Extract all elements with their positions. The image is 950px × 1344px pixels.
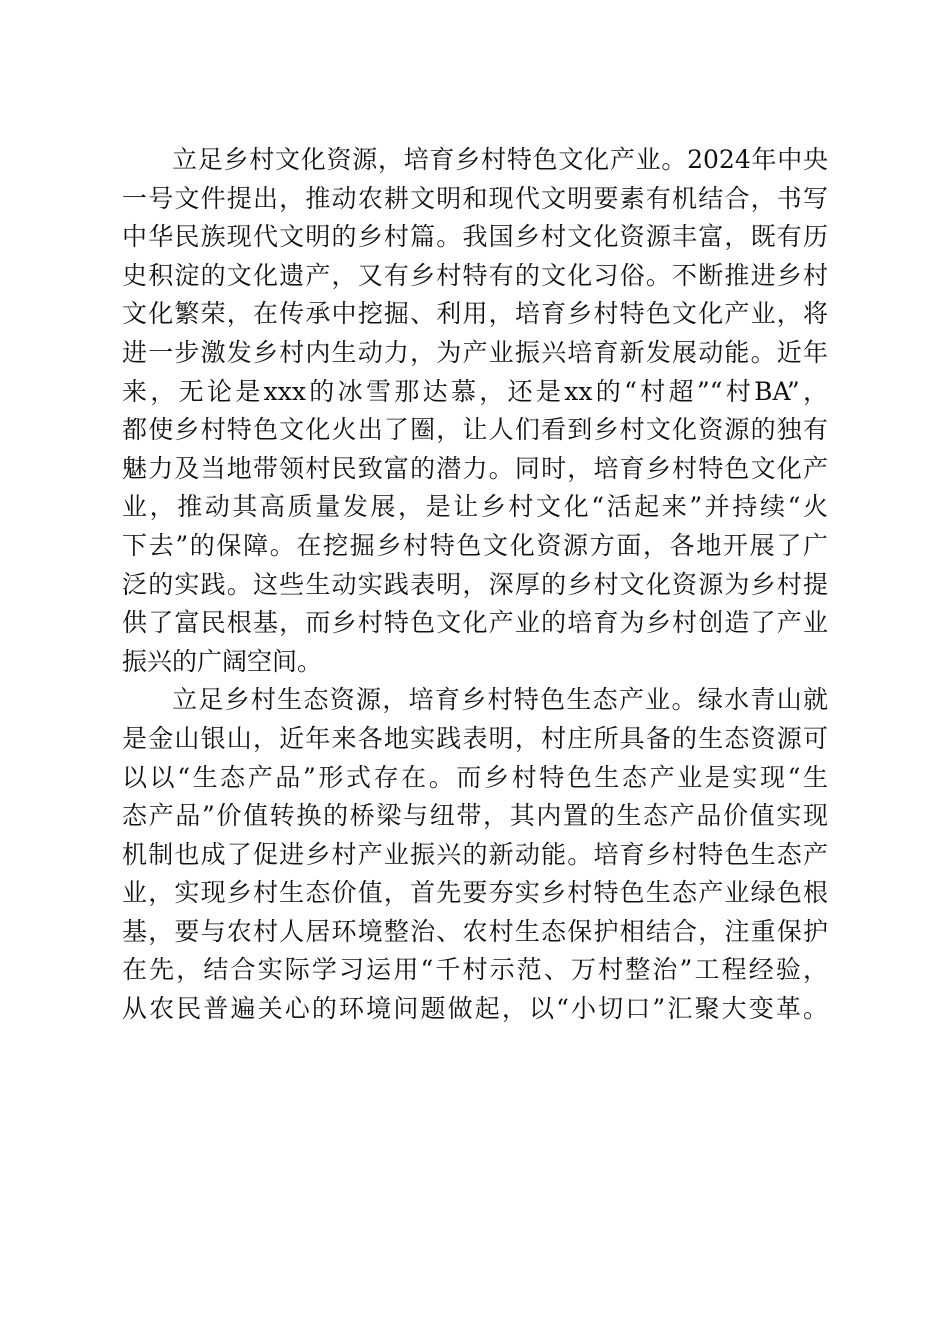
paragraph-line: 下去”的保障。在挖掘乡村特色文化资源方面，各地开展了广 <box>122 530 828 560</box>
paragraph-rural-culture <box>122 141 828 681</box>
paragraph-line: 文化繁荣，在传承中挖掘、利用，培育乡村特色文化产业，将 <box>122 299 828 329</box>
paragraph-line: 来，无论是xxx的冰雪那达慕，还是xx的“村超”“村BA”， <box>122 376 828 406</box>
paragraph-line: 史积淀的文化遗产，又有乡村特有的文化习俗。不断推进乡村 <box>122 260 828 290</box>
paragraph-line: 泛的实践。这些生动实践表明，深厚的乡村文化资源为乡村提 <box>122 569 828 599</box>
paragraph-line: 态产品”价值转换的桥梁与纽带，其内置的生态产品价值实现 <box>122 801 828 831</box>
document-body <box>122 141 828 1029</box>
paragraph-line: 在先，结合实际学习运用“千村示范、万村整治”工程经验， <box>122 955 828 985</box>
paragraph-rural-ecology <box>122 681 828 1028</box>
paragraph-line: 以以“生态产品”形式存在。而乡村特色生态产业是实现“生 <box>122 762 828 792</box>
paragraph-line: 振兴的广阔空间。 <box>122 646 323 676</box>
paragraph-line: 一号文件提出，推动农耕文明和现代文明要素有机结合，书写 <box>122 183 828 213</box>
paragraph-line: 是金山银山，近年来各地实践表明，村庄所具备的生态资源可 <box>122 723 828 753</box>
paragraph-line: 业，推动其高质量发展，是让乡村文化“活起来”并持续“火 <box>122 492 828 522</box>
paragraph-line: 机制也成了促进乡村产业振兴的新动能。培育乡村特色生态产 <box>122 839 828 869</box>
paragraph-line: 基，要与农村人居环境整治、农村生态保护相结合，注重保护 <box>122 916 828 946</box>
paragraph-line: 都使乡村特色文化火出了圈，让人们看到乡村文化资源的独有 <box>122 415 828 445</box>
paragraph-line: 立足乡村生态资源，培育乡村特色生态产业。绿水青山就 <box>172 685 828 715</box>
paragraph-line: 供了富民根基，而乡村特色文化产业的培育为乡村创造了产业 <box>122 608 828 638</box>
paragraph-line: 业，实现乡村生态价值，首先要夯实乡村特色生态产业绿色根 <box>122 878 828 908</box>
paragraph-line: 魅力及当地带领村民致富的潜力。同时，培育乡村特色文化产 <box>122 453 828 483</box>
paragraph-line: 进一步激发乡村内生动力，为产业振兴培育新发展动能。近年 <box>122 337 828 367</box>
paragraph-line: 立足乡村文化资源，培育乡村特色文化产业。2024年中央 <box>172 145 828 174</box>
paragraph-line: 中华民族现代文明的乡村篇。我国乡村文化资源丰富，既有历 <box>122 222 828 252</box>
paragraph-line: 从农民普遍关心的环境问题做起，以“小切口”汇聚大变革。 <box>122 994 828 1024</box>
